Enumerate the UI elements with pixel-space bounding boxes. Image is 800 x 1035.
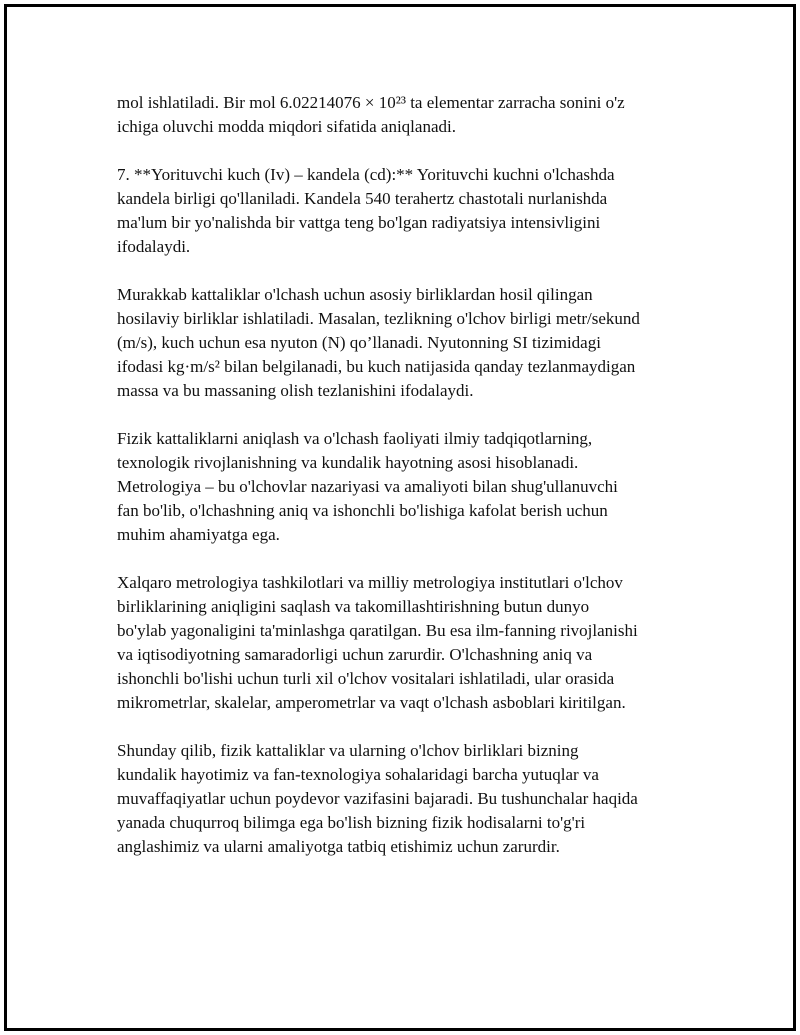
paragraph-derived-units: Murakkab kattaliklar o'lchash uchun asosiy birliklardan hosil qilingan hosilaviy birliklar ishlatiladi. Masalan, tezlikning o'lchov birligi metr/sekund (m/s), kuch uchun esa nyuton (N) qo’llanadi. Nyutonning SI tizimidagi ifodasi kg·m/s² bilan belgilanadi, bu kuch natijasida qanday tezlanmaydigan massa va bu massaning olish tezlanishini ifodalaydi. bbox=[117, 285, 640, 400]
document-body bbox=[117, 91, 687, 859]
paragraph-mole-definition: mol ishlatiladi. Bir mol 6.02214076 × 10²³ ta elementar zarracha sonini o'z ichiga oluvchi modda miqdori sifatida aniqlanadi. bbox=[117, 93, 625, 136]
paragraph-conclusion: Shunday qilib, fizik kattaliklar va ularning o'lchov birliklari bizning kundalik hayotimiz va fan-texnologiya sohalaridagi barcha yutuqlar va muvaffaqiyatlar uchun poydevor vazifasini bajaradi. Bu tushunchalar haqida yanada chuqurroq bilimga ega bo'lish bizning fizik hodisalarni to'g'ri anglashimiz va ularni amaliyotga tatbiq etishimiz uchun zarurdir. bbox=[117, 741, 638, 856]
paragraph-luminous-intensity: 7. **Yorituvchi kuch (Iv) – kandela (cd):** Yorituvchi kuchni o'lchashda kandela birligi qo'llaniladi. Kandela 540 terahertz chastotali nurlanishda ma'lum bir yo'nalishda bir vattga teng bo'lgan radiyatsiya intensivligini ifodalaydi. bbox=[117, 165, 615, 256]
paragraph-international-metrology: Xalqaro metrologiya tashkilotlari va milliy metrologiya institutlari o'lchov birliklarining aniqligini saqlash va takomillashtirishning butun dunyo bo'ylab yagonaligini ta'minlashga qaratilgan. Bu esa ilm-fanning rivojlanishi va iqtisodiyotning samaradorligi uchun zarurdir. O'lchashning aniq va ishonchli bo'lishi uchun turli xil o'lchov vositalari ishlatiladi, ular orasida mikrometrlar, skalelar, amperometrlar va vaqt o'lchash asboblari kiritilgan. bbox=[117, 573, 638, 712]
paragraph-metrology: Fizik kattaliklarni aniqlash va o'lchash faoliyati ilmiy tadqiqotlarning, texnologik rivojlanishning va kundalik hayotning asosi hisoblanadi. Metrologiya – bu o'lchovlar nazariyasi va amaliyoti bilan shug'ullanuvchi fan bo'lib, o'lchashning aniq va ishonchli bo'lishiga kafolat berish uchun muhim ahamiyatga ega. bbox=[117, 429, 618, 544]
